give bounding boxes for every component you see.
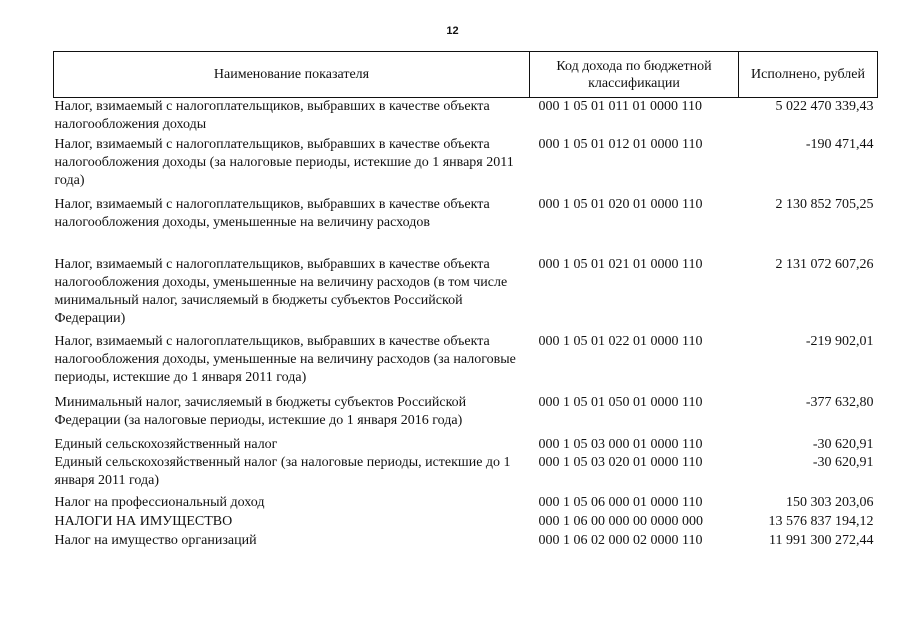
- row-code: 000 1 05 01 021 01 0000 110: [538, 256, 703, 272]
- row-code: 000 1 05 06 000 01 0000 110: [538, 494, 703, 510]
- page-number: 12: [446, 25, 459, 37]
- row-name: Налог, взимаемый с налогоплательщиков, выбравших в качестве объекта налогообложения доходы, уменьшенные на величину расходов (за налоговые периоды, истекшие до 1 января 2011 года): [54, 333, 516, 385]
- row-code: 000 1 05 01 011 01 0000 110: [538, 99, 702, 114]
- row-code: 000 1 05 01 022 01 0000 110: [538, 333, 703, 349]
- row-name: Налог, взимаемый с налогоплательщиков, выбравших в качестве объекта налогообложения доходы, уменьшенные на величину расходов: [54, 196, 490, 230]
- table-row: [54, 532, 878, 551]
- revenue-table: [53, 51, 878, 551]
- row-amount: -377 632,80: [805, 394, 874, 410]
- row-amount: -190 471,44: [805, 136, 874, 152]
- table-row: [54, 513, 878, 532]
- row-code: 000 1 05 03 000 01 0000 110: [538, 436, 703, 452]
- table-row: [54, 494, 878, 513]
- table-row: [54, 394, 878, 436]
- row-amount: 2 130 852 705,25: [775, 196, 874, 212]
- row-name: Единый сельскохозяйственный налог: [54, 436, 278, 452]
- table-row: [54, 454, 878, 494]
- row-name: Налог, взимаемый с налогоплательщиков, выбравших в качестве объекта налогообложения доходы (за налоговые периоды, истекшие до 1 января 2011 года): [54, 136, 514, 188]
- header-executed-amount: Исполнено, рублей: [739, 52, 878, 98]
- row-amount: 11 991 300 272,44: [769, 532, 874, 548]
- row-code: 000 1 05 01 012 01 0000 110: [538, 136, 703, 152]
- table-row: [54, 196, 878, 256]
- row-code: 000 1 05 03 020 01 0000 110: [538, 454, 703, 470]
- row-code: 000 1 05 01 020 01 0000 110: [538, 196, 703, 212]
- row-amount: 5 022 470 339,43: [775, 99, 874, 114]
- table-row: [54, 136, 878, 196]
- row-name: Единый сельскохозяйственный налог (за налоговые периоды, истекшие до 1 января 2011 года): [54, 454, 511, 488]
- row-amount: 2 131 072 607,26: [775, 256, 874, 272]
- row-code: 000 1 06 02 000 02 0000 110: [538, 532, 703, 548]
- table-row: [54, 436, 878, 454]
- row-amount: -30 620,91: [812, 454, 874, 470]
- table-header-row: [54, 52, 878, 98]
- row-amount: -219 902,01: [805, 333, 874, 349]
- row-name: Налог, взимаемый с налогоплательщиков, выбравших в качестве объекта налогообложения доходы, уменьшенные на величину расходов (в том числе минимальный налог, зачисляемый в бюджеты субъектов Российской Федерации): [54, 256, 508, 326]
- row-amount: 150 303 203,06: [786, 494, 874, 510]
- table-row: [54, 98, 878, 136]
- row-name: НАЛОГИ НА ИМУЩЕСТВО: [54, 513, 233, 529]
- row-code: 000 1 05 01 050 01 0000 110: [538, 394, 703, 410]
- row-name: Налог на профессиональный доход: [54, 494, 265, 510]
- row-amount: 13 576 837 194,12: [768, 513, 874, 529]
- row-code: 000 1 06 00 000 00 0000 000: [538, 513, 703, 529]
- row-amount: -30 620,91: [812, 436, 874, 452]
- header-indicator-name: Наименование показателя: [54, 52, 530, 98]
- row-name: Минимальный налог, зачисляемый в бюджеты субъектов Российской Федерации (за налоговые периоды, истекшие до 1 января 2016 года): [54, 394, 467, 428]
- table-row: [54, 333, 878, 394]
- header-budget-code: Код дохода по бюджетной классификации: [530, 52, 739, 98]
- row-name: Налог на имущество организаций: [54, 532, 257, 548]
- row-name: Налог, взимаемый с налогоплательщиков, выбравших в качестве объекта налогообложения доходы: [54, 99, 490, 132]
- table-row: [54, 256, 878, 333]
